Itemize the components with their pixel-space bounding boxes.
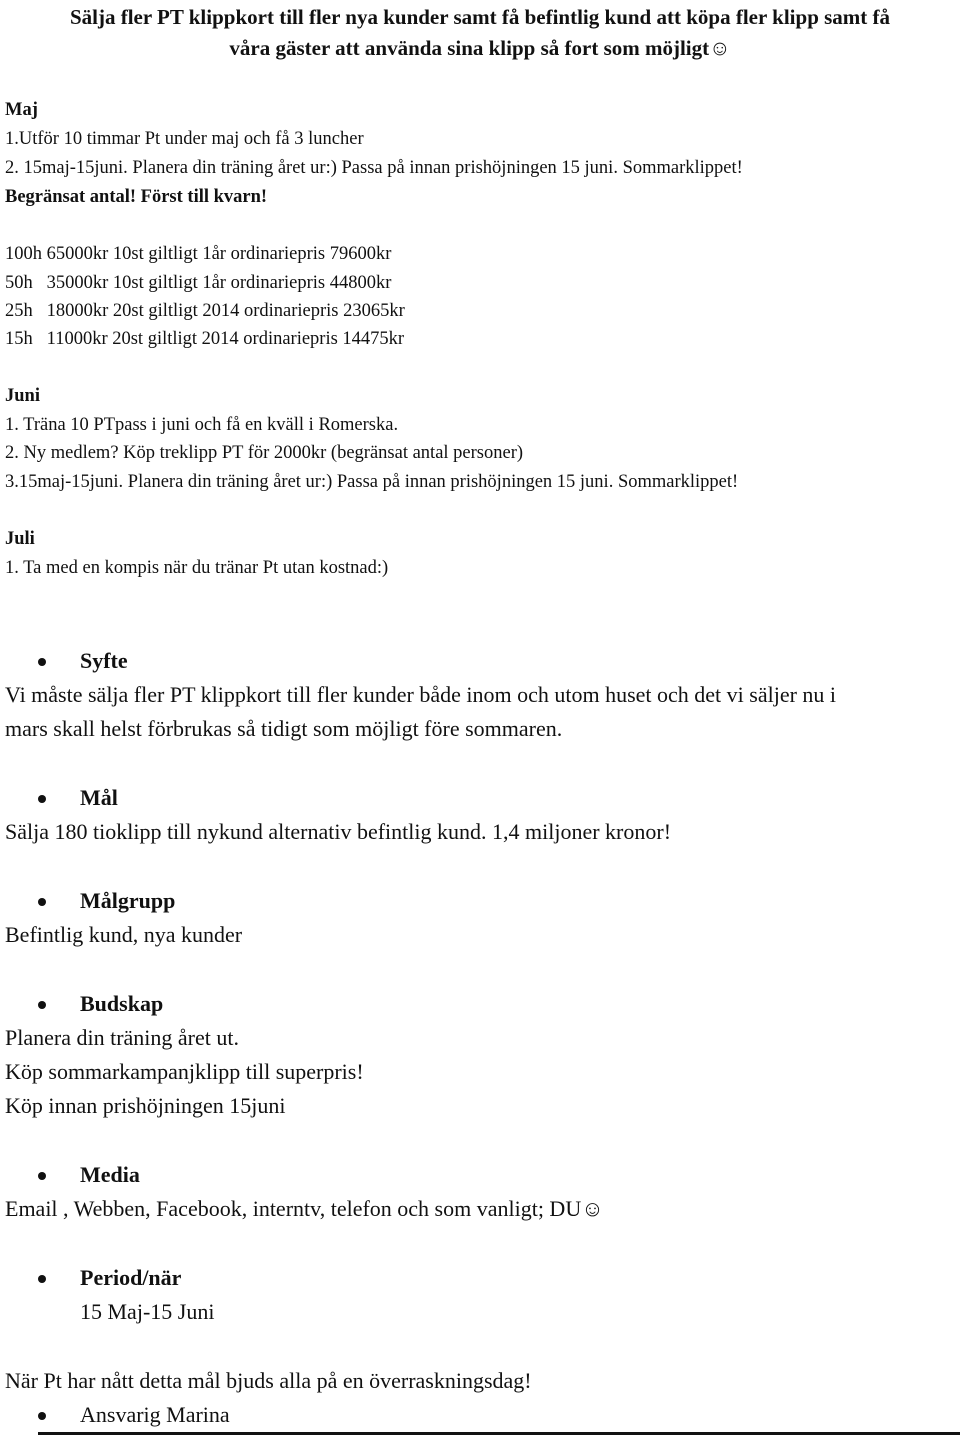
title-line-1: Sälja fler PT klippkort till fler nya kunder samt få befintlig kund att köpa fler klipp samt få: [69, 5, 891, 29]
price-row-50h: 50h 35000kr 10st giltligt 1år ordinariepris 44800kr: [5, 273, 392, 293]
bullet-dot-icon: [38, 1275, 46, 1283]
price-row-25h: 25h 18000kr 20st giltligt 2014 ordinariepris 23065kr: [5, 301, 405, 321]
footer-rule: [38, 1432, 960, 1435]
price-row-100h: 100h 65000kr 10st giltligt 1år ordinariepris 79600kr: [5, 244, 392, 264]
july-heading: Juli: [5, 529, 35, 549]
title-line-2: våra gäster att använda sina klipp så fort som möjligt☺: [229, 36, 731, 60]
july-item-1: 1. Ta med en kompis när du tränar Pt utan kostnad:): [5, 558, 389, 578]
budskap-heading: Budskap: [80, 991, 164, 1016]
malgrupp-text: Befintlig kund, nya kunder: [5, 922, 243, 947]
june-item-3: 3.15maj-15juni. Planera din träning året ur:) Passa på innan prishöjningen 15 juni. Sommarklippet!: [5, 472, 739, 492]
bullet-dot-icon: [38, 795, 46, 803]
period-text: 15 Maj-15 Juni: [80, 1299, 215, 1324]
june-item-1: 1. Träna 10 PTpass i juni och få en kväll i Romerska.: [5, 415, 399, 435]
syfte-heading: Syfte: [80, 648, 128, 673]
media-heading: Media: [80, 1162, 140, 1187]
syfte-text-line-1: Vi måste sälja fler PT klippkort till fler kunder både inom och utom huset och det vi säljer nu i: [5, 682, 837, 707]
ansvarig-text: Ansvarig Marina: [80, 1402, 230, 1427]
malgrupp-heading: Målgrupp: [80, 888, 176, 913]
mal-text: Sälja 180 tioklipp till nykund alternativ befintlig kund. 1,4 miljoner kronor!: [5, 819, 672, 844]
may-item-1: 1.Utför 10 timmar Pt under maj och få 3 luncher: [5, 129, 364, 149]
syfte-text-line-2: mars skall helst förbrukas så tidigt som möjligt före sommaren.: [5, 716, 563, 741]
budskap-line-2: Köp sommarkampanjklipp till superpris!: [5, 1059, 364, 1084]
budskap-line-3: Köp innan prishöjningen 15juni: [5, 1093, 286, 1118]
period-heading: Period/när: [80, 1265, 182, 1290]
bullet-dot-icon: [38, 898, 46, 906]
document-title: [0, 2, 960, 64]
media-text: Email , Webben, Facebook, interntv, telefon och som vanligt; DU☺: [5, 1196, 604, 1221]
final-text: När Pt har nått detta mål bjuds alla på en överraskningsdag!: [5, 1368, 532, 1393]
may-limited-note: Begränsat antal! Först till kvarn!: [5, 187, 268, 207]
bullet-dot-icon: [38, 1001, 46, 1009]
bullet-dot-icon: [38, 1172, 46, 1180]
june-heading: Juni: [5, 386, 40, 406]
mal-heading: Mål: [80, 785, 118, 810]
budskap-line-1: Planera din träning året ut.: [5, 1025, 239, 1050]
may-item-2: 2. 15maj-15juni. Planera din träning året ur:) Passa på innan prishöjningen 15 juni. Sommarklippet!: [5, 158, 743, 178]
bullet-dot-icon: [38, 1412, 46, 1420]
price-row-15h: 15h 11000kr 20st giltligt 2014 ordinariepris 14475kr: [5, 329, 405, 349]
may-heading: Maj: [5, 100, 38, 120]
bullet-dot-icon: [38, 658, 46, 666]
june-item-2: 2. Ny medlem? Köp treklipp PT för 2000kr (begränsat antal personer): [5, 443, 524, 463]
